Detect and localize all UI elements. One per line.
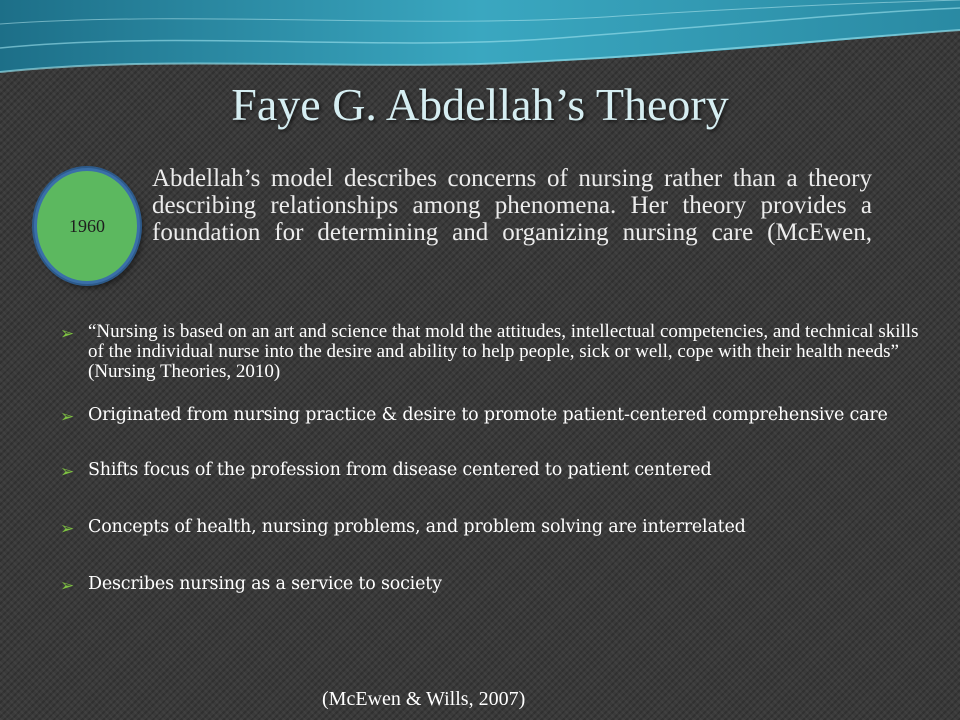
- bullet-item: [60, 461, 930, 480]
- wave-banner: [0, 0, 960, 90]
- bullet-item: [60, 406, 930, 425]
- arrow-bullet-icon: ➢: [60, 462, 75, 482]
- bullet-text: Shifts focus of the profession from disease centered to patient centered: [88, 460, 712, 480]
- bullet-text: Originated from nursing practice & desire to promote patient-centered comprehensive care: [88, 405, 888, 425]
- bullet-item: [60, 575, 930, 594]
- slide-title: Faye G. Abdellah’s Theory: [231, 79, 729, 130]
- citation: (McEwen & Wills, 2007): [322, 688, 526, 710]
- bullet-item: [60, 322, 930, 382]
- bullet-text: “Nursing is based on an art and science that mold the attitudes, intellectual competencies, and technical skills of the individual nurse into the desire and ability to help people, sick or well, cope with their health needs” (Nursing Theories, 2010): [88, 321, 919, 382]
- arrow-bullet-icon: ➢: [60, 519, 75, 539]
- year-badge-label: 1960: [69, 215, 105, 236]
- bullet-item: [60, 518, 930, 537]
- bullet-list: [60, 322, 930, 594]
- year-badge: [34, 168, 140, 284]
- arrow-bullet-icon: ➢: [60, 324, 75, 344]
- intro-paragraph: Abdellah’s model describes concerns of nursing rather than a theory describing relationships among phenomena. Her theory provides a foundation for determining and organizing nursing care (McEwen,: [152, 165, 872, 246]
- arrow-bullet-icon: ➢: [60, 407, 75, 427]
- bullet-text: Concepts of health, nursing problems, and problem solving are interrelated: [88, 517, 746, 537]
- bullet-text: Describes nursing as a service to society: [88, 574, 442, 594]
- arrow-bullet-icon: ➢: [60, 576, 75, 596]
